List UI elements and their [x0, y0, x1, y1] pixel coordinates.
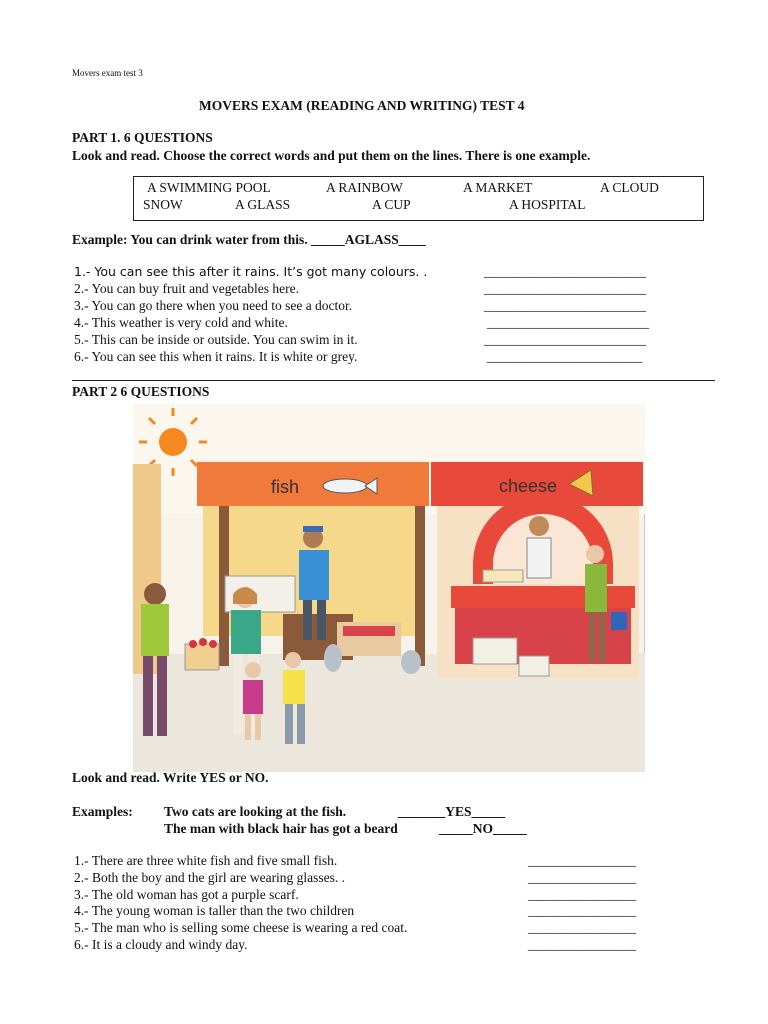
part2-question-2: 2.- Both the boy and the girl are wearing glasses. . [74, 870, 346, 885]
part2-question-4: 4.- The young woman is taller than the two children [74, 903, 355, 918]
part1-heading: PART 1. 6 QUESTIONS [72, 130, 213, 145]
part1-question-5: 5.- This can be inside or outside. You can swim in it. [74, 332, 358, 347]
word-cup: A CUP [372, 197, 411, 212]
examples-label: Examples: [72, 804, 133, 819]
part1-answer-line-2[interactable]: ________________________ [484, 281, 646, 296]
section-divider [72, 380, 715, 381]
word-market: A MARKET [463, 180, 533, 195]
part2-question-1: 1.- There are three white fish and five small fish. [74, 853, 338, 868]
header-note: Movers exam test 3 [72, 68, 143, 78]
word-rainbow: A RAINBOW [326, 180, 403, 195]
part1-answer-line-4[interactable]: ________________________ [487, 315, 649, 330]
word-cloud: A CLOUD [600, 180, 659, 195]
part1-answer-line-5[interactable]: ________________________ [484, 332, 646, 347]
market-illustration [133, 404, 645, 772]
part1-question-1: 1.- You can see this after it rains. It’s got many colours. . [74, 264, 428, 279]
part1-example: Example: You can drink water from this. _____AGLASS____ [72, 232, 426, 247]
part2-instruction: Look and read. Write YES or NO. [72, 770, 269, 785]
part1-question-6: 6.- You can see this when it rains. It is white or grey. [74, 349, 358, 364]
page-title: MOVERS EXAM (READING AND WRITING) TEST 4 [199, 98, 525, 113]
word-swimming-pool: A SWIMMING POOL [147, 180, 271, 195]
part2-answer-line-3[interactable]: ________________ [528, 887, 636, 902]
part1-answer-line-6[interactable]: _______________________ [487, 349, 643, 364]
part1-instruction: Look and read. Choose the correct words and put them on the lines. There is one example. [72, 148, 591, 163]
fish-sign-label: fish [271, 477, 300, 497]
part2-answer-line-6[interactable]: ________________ [528, 937, 636, 952]
example-1-text: Two cats are looking at the fish. [164, 804, 347, 819]
part2-question-5: 5.- The man who is selling some cheese is wearing a red coat. [74, 920, 408, 935]
example-2-text: The man with black hair has got a beard [164, 821, 398, 836]
part1-answer-line-1[interactable]: ________________________ [484, 264, 646, 279]
part1-question-2: 2.- You can buy fruit and vegetables here. [74, 281, 299, 296]
word-snow: SNOW [143, 197, 183, 212]
part1-question-4: 4.- This weather is very cold and white. [74, 315, 288, 330]
word-hospital: A HOSPITAL [509, 197, 586, 212]
cheese-sign-label: cheese [499, 476, 558, 496]
part2-answer-line-4[interactable]: ________________ [528, 903, 636, 918]
part1-answer-line-3[interactable]: ________________________ [484, 298, 646, 313]
part2-answer-line-1[interactable]: ________________ [528, 853, 636, 868]
part2-question-6: 6.- It is a cloudy and windy day. [74, 937, 248, 952]
part1-question-3: 3.- You can go there when you need to see a doctor. [74, 298, 353, 313]
example-2-answer: _____NO_____ [439, 821, 527, 836]
part2-answer-line-5[interactable]: ________________ [528, 920, 636, 935]
part2-question-3: 3.- The old woman has got a purple scarf. [74, 887, 299, 902]
word-glass: A GLASS [235, 197, 291, 212]
part2-heading: PART 2 6 QUESTIONS [72, 384, 210, 399]
example-1-answer: _______YES_____ [398, 804, 506, 819]
part2-answer-line-2[interactable]: ________________ [528, 870, 636, 885]
